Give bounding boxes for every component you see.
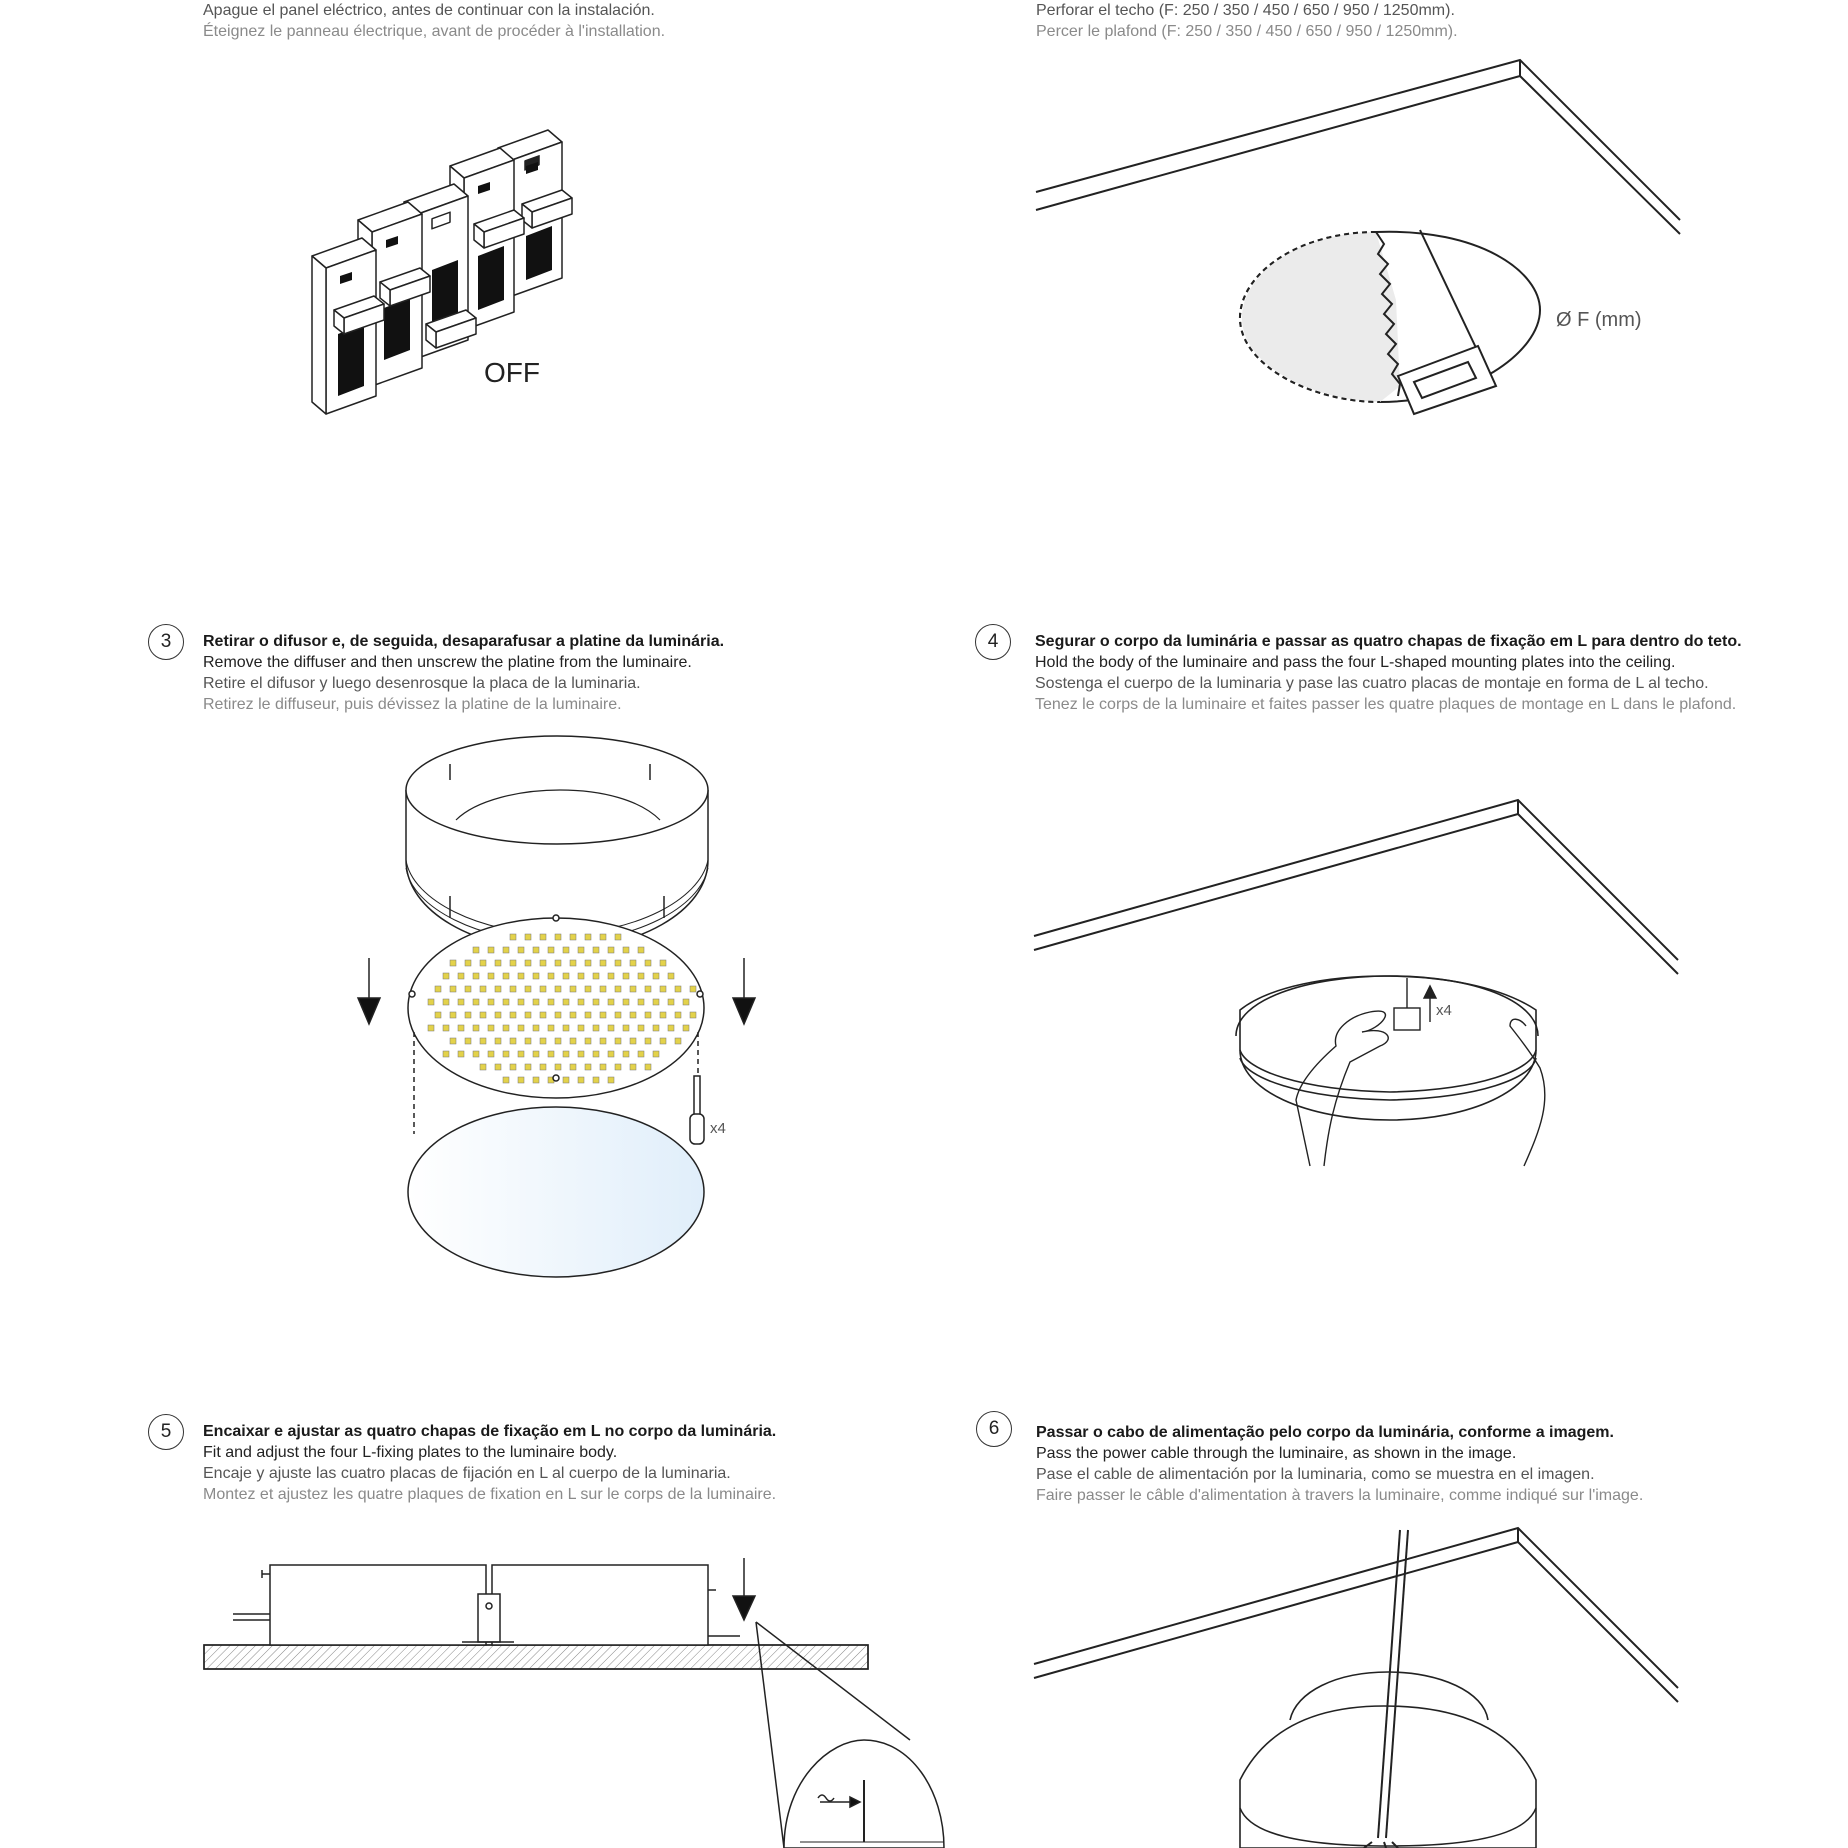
led-chip xyxy=(615,1064,621,1070)
step-3-text-en: Remove the diffuser and then unscrew the platine from the luminaire. xyxy=(203,654,692,671)
led-chip xyxy=(615,1038,621,1044)
led-chip xyxy=(608,1051,614,1057)
led-chip xyxy=(578,999,584,1005)
led-chip xyxy=(555,986,561,992)
led-chip xyxy=(563,1051,569,1057)
led-chip xyxy=(570,1064,576,1070)
led-chip xyxy=(585,960,591,966)
led-chip xyxy=(683,999,689,1005)
led-chip xyxy=(570,934,576,940)
hole-diameter-label: Ø F (mm) xyxy=(1556,309,1642,331)
led-chip xyxy=(480,986,486,992)
led-chip xyxy=(495,960,501,966)
led-chip xyxy=(435,986,441,992)
led-chip xyxy=(480,1064,486,1070)
led-chip xyxy=(540,1064,546,1070)
led-chip xyxy=(473,1051,479,1057)
led-chip xyxy=(533,999,539,1005)
led-chip xyxy=(653,999,659,1005)
led-chip xyxy=(548,1025,554,1031)
led-chip xyxy=(428,1025,434,1031)
led-chip xyxy=(458,1051,464,1057)
led-chip xyxy=(495,1012,501,1018)
step-5-number: 5 xyxy=(148,1414,184,1450)
led-chip xyxy=(645,986,651,992)
step-3-text-pt: Retirar o difusor e, de seguida, desaparafusar a platine da luminária. xyxy=(203,633,725,650)
section-view-illustration xyxy=(204,1558,944,1848)
led-chip xyxy=(675,1038,681,1044)
led-chip xyxy=(443,999,449,1005)
led-chip xyxy=(578,973,584,979)
led-chip xyxy=(563,1025,569,1031)
ceiling-drill-illustration xyxy=(1036,60,1680,414)
step-2-text-es: Perforar el techo (F: 250 / 350 / 450 / 650 / 950 / 1250mm). xyxy=(1036,2,1455,19)
led-chip xyxy=(578,1051,584,1057)
led-chip xyxy=(630,986,636,992)
led-chip xyxy=(675,1012,681,1018)
led-chip xyxy=(645,960,651,966)
led-chip xyxy=(473,947,479,953)
led-chip xyxy=(510,1012,516,1018)
led-chip xyxy=(623,999,629,1005)
led-chip xyxy=(473,973,479,979)
led-chip xyxy=(690,986,696,992)
led-chip xyxy=(623,1025,629,1031)
step-5-text-fr: Montez et ajustez les quatre plaques de fixation en L sur le corps de la luminaire. xyxy=(203,1486,777,1503)
led-chip xyxy=(555,934,561,940)
led-chip xyxy=(533,1051,539,1057)
led-chip xyxy=(630,1038,636,1044)
led-chip xyxy=(548,947,554,953)
led-chip xyxy=(480,960,486,966)
led-chip xyxy=(668,1025,674,1031)
step-6-number: 6 xyxy=(976,1411,1012,1447)
step-3-text-es: Retire el difusor y luego desenrosque la placa de la luminaria. xyxy=(203,675,641,692)
led-chip xyxy=(525,986,531,992)
led-chip xyxy=(615,960,621,966)
led-chip xyxy=(495,986,501,992)
led-chip xyxy=(585,934,591,940)
led-chip xyxy=(465,960,471,966)
led-chip xyxy=(570,1012,576,1018)
led-chip xyxy=(525,960,531,966)
led-chip xyxy=(653,1051,659,1057)
led-chip xyxy=(585,1012,591,1018)
led-chip xyxy=(533,1077,539,1083)
led-chip xyxy=(608,1077,614,1083)
led-chip xyxy=(503,973,509,979)
led-chip xyxy=(510,1064,516,1070)
led-chip xyxy=(525,1064,531,1070)
step-4-text-pt: Segurar o corpo da luminária e passar as quatro chapas de fixação em L para dentro do teto. xyxy=(1035,633,1742,650)
led-chip xyxy=(615,1012,621,1018)
led-chip xyxy=(495,1064,501,1070)
led-chip xyxy=(458,973,464,979)
led-chip xyxy=(570,986,576,992)
led-chip xyxy=(600,986,606,992)
led-chip xyxy=(518,973,524,979)
led-chip xyxy=(510,1038,516,1044)
led-chip xyxy=(503,1077,509,1083)
led-chip xyxy=(525,1038,531,1044)
led-chip xyxy=(660,1012,666,1018)
led-chip xyxy=(653,1025,659,1031)
led-chip xyxy=(450,986,456,992)
led-chip xyxy=(630,960,636,966)
led-chip xyxy=(585,1064,591,1070)
led-chip xyxy=(615,934,621,940)
led-chip xyxy=(615,986,621,992)
led-chip xyxy=(510,986,516,992)
power-cable-illustration xyxy=(1034,1528,1678,1848)
led-chip xyxy=(518,1025,524,1031)
led-chip xyxy=(443,1051,449,1057)
led-chip xyxy=(563,973,569,979)
led-chip xyxy=(458,1025,464,1031)
led-chip xyxy=(608,973,614,979)
led-chip xyxy=(578,947,584,953)
led-chip xyxy=(473,999,479,1005)
led-chip xyxy=(555,1064,561,1070)
step-6-text-fr: Faire passer le câble d'alimentation à travers la luminaire, comme indiqué sur l'image. xyxy=(1036,1487,1644,1504)
led-chip xyxy=(600,1064,606,1070)
led-chip xyxy=(660,1038,666,1044)
led-chip xyxy=(593,1025,599,1031)
led-chip xyxy=(623,947,629,953)
led-chip xyxy=(428,999,434,1005)
led-chip xyxy=(555,1012,561,1018)
led-chip xyxy=(600,960,606,966)
step-3-number: 3 xyxy=(148,624,184,660)
step-3-quantity-label: x4 xyxy=(710,1120,726,1137)
led-chip xyxy=(645,1012,651,1018)
led-chip xyxy=(585,1038,591,1044)
step-5-text-en: Fit and adjust the four L-fixing plates to the luminaire body. xyxy=(203,1444,618,1461)
step-4-text-es: Sostenga el cuerpo de la luminaria y pase las cuatro placas de montaje en forma de L al techo. xyxy=(1035,675,1709,692)
exploded-luminaire-illustration xyxy=(358,736,755,1277)
led-chip xyxy=(600,1012,606,1018)
led-chip xyxy=(533,973,539,979)
led-chip xyxy=(488,999,494,1005)
led-chip xyxy=(488,973,494,979)
led-chip xyxy=(473,1025,479,1031)
led-chip xyxy=(555,1038,561,1044)
led-chip xyxy=(593,1077,599,1083)
led-chip xyxy=(660,986,666,992)
led-chip xyxy=(608,947,614,953)
led-chip xyxy=(510,934,516,940)
led-chip xyxy=(585,986,591,992)
led-chip xyxy=(638,973,644,979)
led-chip xyxy=(668,999,674,1005)
led-chip xyxy=(600,934,606,940)
led-chip xyxy=(518,1077,524,1083)
led-chip xyxy=(480,1012,486,1018)
led-chip xyxy=(578,1077,584,1083)
led-chip xyxy=(540,1038,546,1044)
led-chip xyxy=(465,986,471,992)
led-chip xyxy=(518,947,524,953)
led-chip xyxy=(623,1051,629,1057)
led-chip xyxy=(660,960,666,966)
led-chip xyxy=(638,1025,644,1031)
step-6-text-es: Pase el cable de alimentación por la luminaria, como se muestra en el imagen. xyxy=(1036,1466,1595,1483)
step-6-text-pt: Passar o cabo de alimentação pelo corpo da luminária, conforme a imagem. xyxy=(1036,1424,1614,1441)
led-chip xyxy=(683,1025,689,1031)
led-chip xyxy=(488,1025,494,1031)
led-chip xyxy=(435,1012,441,1018)
led-chip xyxy=(638,947,644,953)
step-4-quantity-label: x4 xyxy=(1436,1002,1452,1019)
led-chip xyxy=(465,1012,471,1018)
led-chip xyxy=(518,999,524,1005)
led-chip xyxy=(563,947,569,953)
step-4-text-fr: Tenez le corps de la luminaire et faites passer les quatre plaques de montage en L dans le plafond. xyxy=(1035,696,1737,713)
led-chip xyxy=(638,1051,644,1057)
led-chip xyxy=(450,1038,456,1044)
led-chip xyxy=(533,1025,539,1031)
led-chip xyxy=(593,973,599,979)
led-chip xyxy=(645,1038,651,1044)
led-chip xyxy=(593,999,599,1005)
led-chip xyxy=(675,986,681,992)
step-4-text-en: Hold the body of the luminaire and pass the four L-shaped mounting plates into the ceiling. xyxy=(1035,654,1676,671)
step-1-text-es: Apague el panel eléctrico, antes de continuar con la instalación. xyxy=(203,2,655,19)
led-chip xyxy=(623,973,629,979)
led-chip xyxy=(450,960,456,966)
led-chip xyxy=(555,960,561,966)
led-chip xyxy=(653,973,659,979)
led-chip xyxy=(563,1077,569,1083)
led-chip xyxy=(495,1038,501,1044)
led-chip xyxy=(548,973,554,979)
led-chip xyxy=(668,973,674,979)
led-chip xyxy=(578,1025,584,1031)
led-chip xyxy=(525,1012,531,1018)
led-chip xyxy=(503,1051,509,1057)
led-chip xyxy=(548,1051,554,1057)
luminaire-fitting-illustration xyxy=(1034,800,1678,1166)
led-chip xyxy=(600,1038,606,1044)
led-chip xyxy=(488,947,494,953)
step-5-text-pt: Encaixar e ajustar as quatro chapas de fixação em L no corpo da luminária. xyxy=(203,1423,777,1440)
led-chip xyxy=(510,960,516,966)
step-4-number: 4 xyxy=(975,624,1011,660)
led-chip xyxy=(548,999,554,1005)
led-chip xyxy=(465,1038,471,1044)
led-chip xyxy=(533,947,539,953)
off-label: OFF xyxy=(484,357,540,388)
led-chip xyxy=(608,999,614,1005)
led-chip xyxy=(450,1012,456,1018)
led-chip xyxy=(503,999,509,1005)
led-chip xyxy=(570,1038,576,1044)
led-chip xyxy=(540,1012,546,1018)
led-chip xyxy=(570,960,576,966)
led-chip xyxy=(503,947,509,953)
led-chip xyxy=(638,999,644,1005)
led-chip xyxy=(443,973,449,979)
led-chip xyxy=(608,1025,614,1031)
led-chip xyxy=(540,960,546,966)
led-chip xyxy=(503,1025,509,1031)
led-chip xyxy=(645,1064,651,1070)
led-chip xyxy=(630,1012,636,1018)
led-chip xyxy=(540,934,546,940)
led-chip xyxy=(540,986,546,992)
led-chip xyxy=(593,1051,599,1057)
led-chip xyxy=(593,947,599,953)
led-chip xyxy=(488,1051,494,1057)
led-chip xyxy=(443,1025,449,1031)
led-chip xyxy=(690,1012,696,1018)
led-chip xyxy=(630,1064,636,1070)
step-3-text-fr: Retirez le diffuseur, puis dévissez la platine de la luminaire. xyxy=(203,696,622,713)
step-1-text-fr: Éteignez le panneau électrique, avant de procéder à l'installation. xyxy=(203,23,666,40)
led-chip xyxy=(518,1051,524,1057)
led-chip xyxy=(525,934,531,940)
led-chip xyxy=(458,999,464,1005)
led-chip xyxy=(563,999,569,1005)
led-chip xyxy=(480,1038,486,1044)
step-2-text-fr: Percer le plafond (F: 250 / 350 / 450 / 650 / 950 / 1250mm). xyxy=(1036,23,1458,40)
step-5-text-es: Encaje y ajuste las cuatro placas de fijación en L al cuerpo de la luminaria. xyxy=(203,1465,731,1482)
step-6-text-en: Pass the power cable through the luminaire, as shown in the image. xyxy=(1036,1445,1517,1462)
